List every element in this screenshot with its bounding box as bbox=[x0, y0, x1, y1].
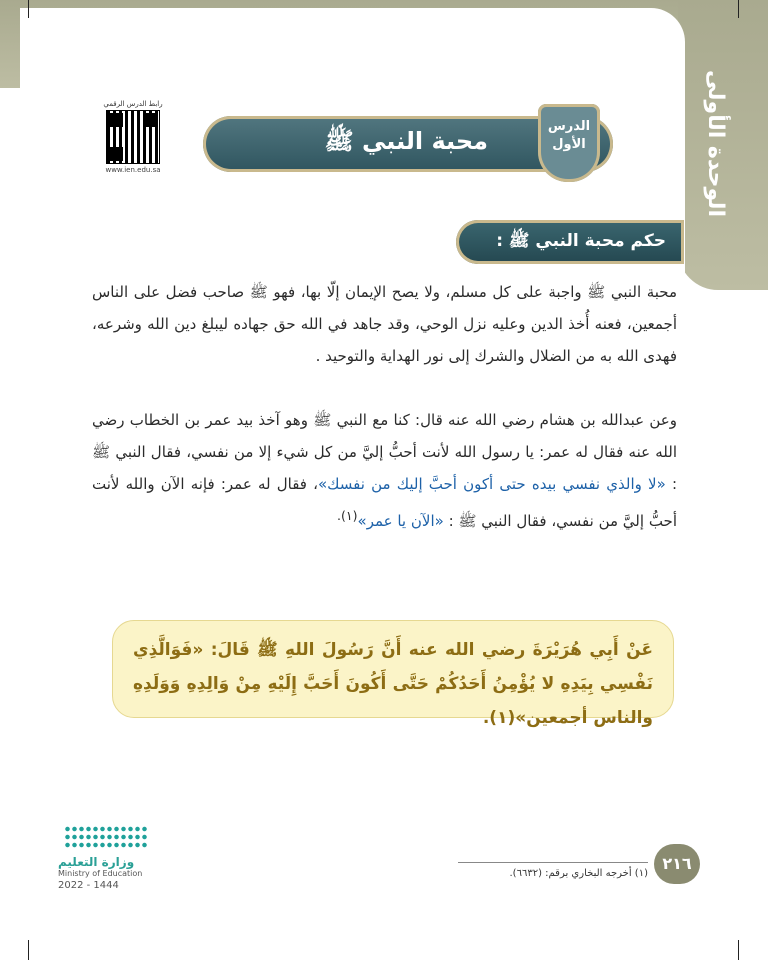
ministry-logo-icon bbox=[64, 825, 148, 849]
crop-mark bbox=[738, 0, 739, 18]
paragraph-2-text-b: ، فقال له عمر: فإنه الآن والله لأنت أحبُّ إليَّ من نفسي، فقال النبي ﷺ : bbox=[92, 475, 677, 530]
lesson-badge-line1: الدرس bbox=[547, 119, 591, 134]
crop-mark bbox=[738, 940, 739, 960]
unit-side-band bbox=[678, 0, 768, 290]
qr-block[interactable] bbox=[98, 100, 168, 182]
ministry-name-en: Ministry of Education bbox=[58, 869, 143, 878]
ministry-year: 2022 - 1444 bbox=[58, 880, 119, 891]
footnote-ref: (١). bbox=[337, 508, 358, 523]
unit-label: الوحدة الأولى bbox=[703, 70, 728, 218]
qr-url[interactable]: www.ien.edu.sa bbox=[105, 166, 161, 174]
qr-code[interactable] bbox=[106, 110, 160, 164]
footnote-divider bbox=[458, 862, 648, 863]
ministry-name-ar: وزارة التعليم bbox=[58, 855, 135, 869]
paragraph-2-text-a: وعن عبدالله بن هشام رضي الله عنه قال: كنا مع النبي ﷺ وهو آخذ بيد عمر بن الخطاب رضي الله عنه فقال له عمر: يا رسول الله لأنت أحبُّ إليَّ من كل شيء إلا من نفسي، فقال النبي ﷺ : bbox=[92, 411, 678, 493]
hadith-text: عَنْ أَبِي هُرَيْرَةَ رضي الله عنه أَنَّ رَسُولَ اللهِ ﷺ قَالَ: «فَوَالَّذِي نَفْسِي بِيَدِهِ لا يُؤْمِنُ أَحَدُكُمْ حَتَّى أَكُونَ أَحَبَّ إِلَيْهِ مِنْ وَالِدِهِ وَوَلَدِهِ والناس أجمعين»(١). bbox=[133, 640, 653, 728]
footnote: (١) أخرجه البخاري برقم: (٦٦٣٢). bbox=[509, 868, 648, 879]
lesson-title: محبة النبي ﷺ bbox=[324, 127, 488, 155]
prophet-quote-2: «الآن يا عمر» bbox=[357, 512, 444, 530]
paragraph-2 bbox=[92, 404, 677, 537]
lesson-badge-line2: الأول bbox=[552, 137, 586, 152]
section-heading bbox=[456, 220, 684, 264]
lesson-badge bbox=[538, 104, 600, 182]
prophet-quote-1: «لا والذي نفسي بيده حتى أكون أحبَّ إليك من نفسك» bbox=[317, 475, 666, 493]
qr-title: رابط الدرس الرقمي bbox=[103, 100, 163, 108]
section-title: حكم محبة النبي ﷺ : bbox=[496, 231, 666, 251]
ministry-logo bbox=[58, 825, 148, 905]
hadith-box bbox=[112, 620, 674, 728]
page-number: ٢١٦ bbox=[654, 844, 700, 884]
crop-mark bbox=[28, 940, 29, 960]
paragraph-1: محبة النبي ﷺ واجبة على كل مسلم، ولا يصح الإيمان إلّا بها، فهو ﷺ صاحب فضل على الناس أجمعين، فعنه أُخذ الدين وعليه نزل الوحي، وقد جاهد في الله حق جهاده ليبلغ دين الله وشرعه، فهدى الله به من الضلال والشرك إلى نور الهداية والتوحيد . bbox=[92, 283, 677, 365]
crop-mark bbox=[28, 0, 29, 18]
